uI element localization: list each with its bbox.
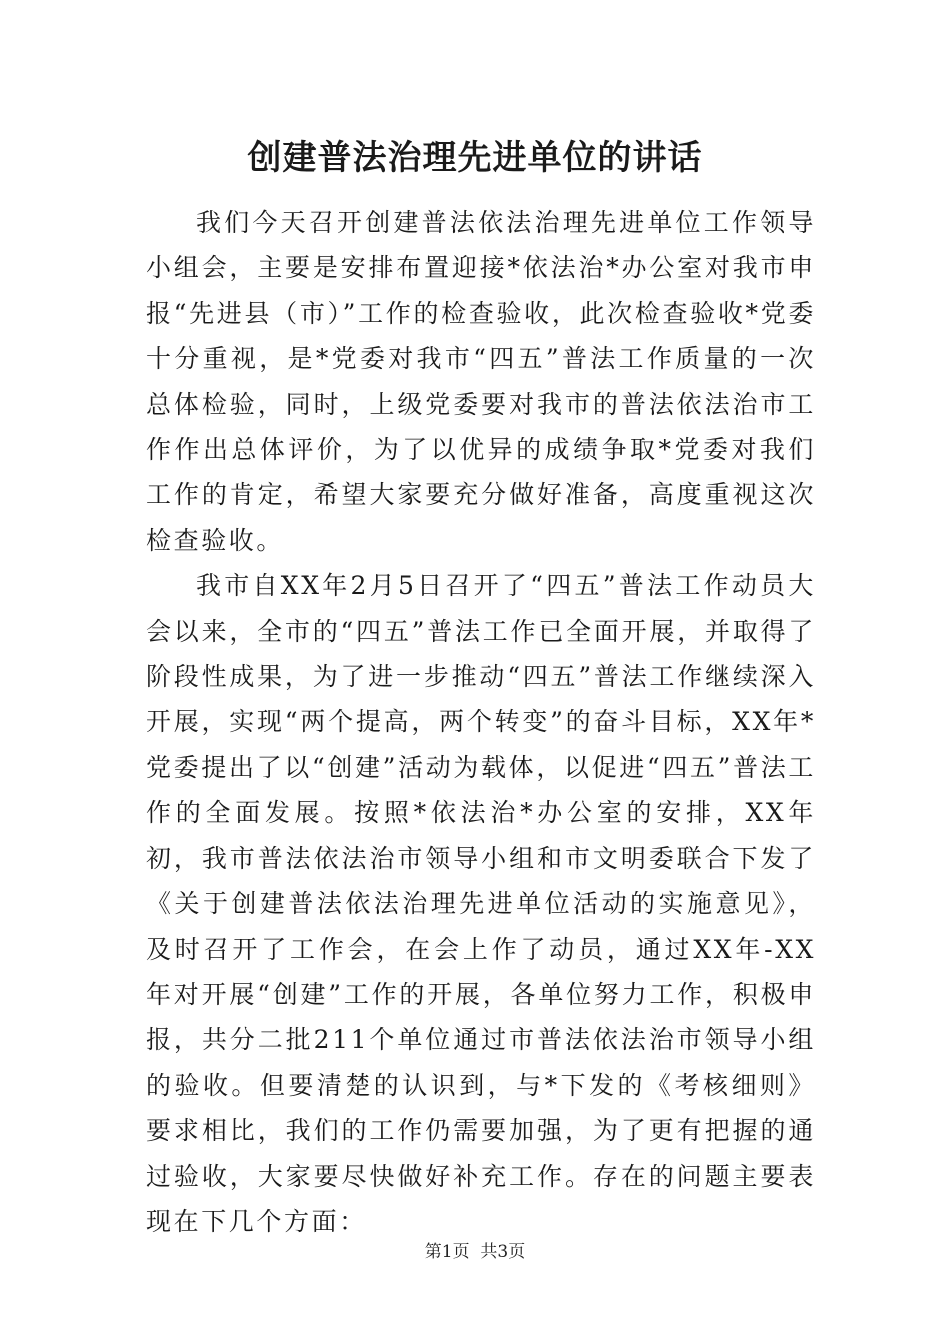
page-footer — [0, 1240, 950, 1264]
page-number: 第1页 — [424, 1242, 470, 1262]
page-total: 共3页 — [480, 1242, 526, 1262]
page-title: 创建普法治理先进单位的讲话 — [247, 138, 703, 178]
document-body — [146, 200, 816, 1244]
paragraph-2: 我市自XX年2月5日召开了“四五”普法工作动员大会以来，全市的“四五”普法工作已全面开展，并取得了阶段性成果，为了进一步推动“四五”普法工作继续深入开展，实现“两个提高，两个转变”的奋斗目标，XX年*党委提出了以“创建”活动为载体，以促进“四五”普法工作的全面发展。按照*依法治*办公室的安排，XX年初，我市普法依法治市领导小组和市文明委联合下发了《关于创建普法依法治理先进单位活动的实施意见》，及时召开了工作会，在会上作了动员，通过XX年-XX年对开展“创建”工作的开展，各单位努力工作，积极申报，共分二批211个单位通过市普法依法治市领导小组的验收。但要清楚的认识到，与*下发的《考核细则》要求相比，我们的工作仍需要加强，为了更有把握的通过验收，大家要尽快做好补充工作。存在的问题主要表现在下几个方面： — [146, 571, 816, 1236]
paragraph-1: 我们今天召开创建普法依法治理先进单位工作领导小组会，主要是安排布置迎接*依法治*办公室对我市申报“先进县（市）”工作的检查验收，此次检查验收*党委十分重视，是*党委对我市“四五”普法工作质量的一次总体检验，同时，上级党委要对我市的普法依法治市工作作出总体评价，为了以优异的成绩争取*党委对我们工作的肯定，希望大家要充分做好准备，高度重视这次检查验收。 — [146, 208, 816, 555]
